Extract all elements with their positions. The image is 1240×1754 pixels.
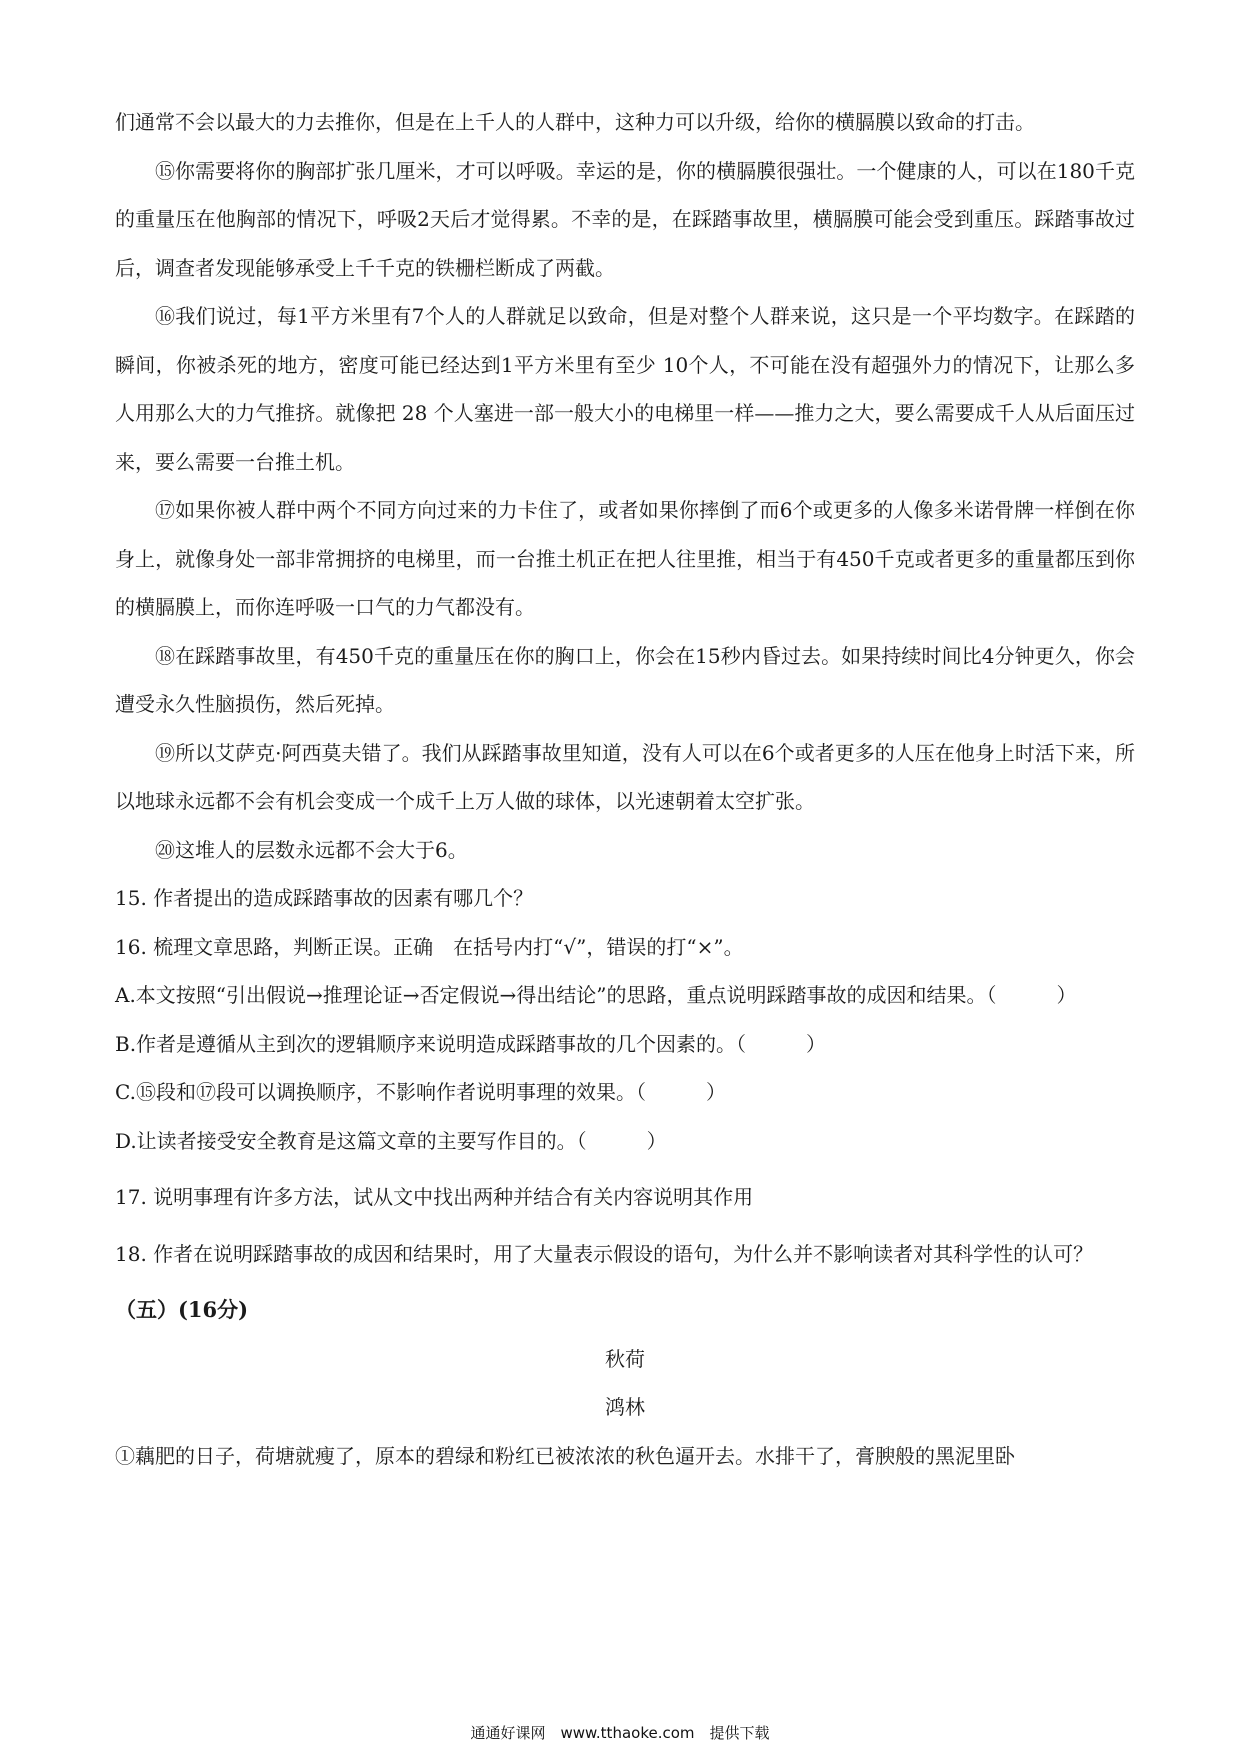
question-16-option-b: B.作者是遵循从主到次的逻辑顺序来说明造成踩踏事故的几个因素的。（ ） (115, 1031, 827, 1056)
question-16-option-a: A.本文按照“引出假说→推理论证→否定假说→得出结论”的思路，重点说明踩踏事故的成因和结果。（ ） (115, 983, 1077, 1007)
question-16-option-c: C.⑮段和⑰段可以调换顺序，不影响作者说明事理的效果。（ ） (115, 1080, 726, 1104)
paragraph-17: ⑰如果你被人群中两个不同方向过来的力卡住了，或者如果你摔倒了而6个或更多的人像多米诺骨牌一样倒在你身上，就像身处一部非常拥挤的电梯里，而一台推土机正在把人往里推，相当于有450千克或者更多的重量都压到你的横膈膜上，而你连呼吸一口气的力气都没有。 (115, 498, 1135, 619)
paragraph-15: ⑮你需要将你的胸部扩张几厘米，才可以呼吸。幸运的是，你的横膈膜很强壮。一个健康的人，可以在180千克的重量压在他胸部的情况下，呼吸2天后才觉得累。不幸的是，在踩踏事故里，横膈膜可能会受到重压。踩踏事故过后，调查者发现能够承受上千千克的铁栅栏断成了两截。 (115, 158, 1135, 280)
question-17: 17. 说明事理有许多方法，试从文中找出两种并结合有关内容说明其作用 (115, 1185, 754, 1209)
article-paragraph-1: ①藕肥的日子，荷塘就瘦了，原本的碧绿和粉红已被浓浓的秋色逼开去。水排干了，膏腴般的黑泥里卧 (115, 1443, 1015, 1468)
paragraph-continued: 们通常不会以最大的力去推你，但是在上千人的人群中，这种力可以升级，给你的横膈膜以致命的打击。 (115, 110, 1035, 134)
question-16: 16. 梳理文章思路，判断正误。正确 在括号内打“√”，错误的打“×”。 (115, 934, 744, 959)
page-footer: 通通好课网 www.tthaoke.com 提供下载 (470, 1724, 770, 1742)
paragraph-19: ⑲所以艾萨克·阿西莫夫错了。我们从踩踏事故里知道，没有人可以在6个或者更多的人压在他身上时活下来，所以地球永远都不会有机会变成一个成千上万人做的球体，以光速朝着太空扩张。 (115, 740, 1135, 813)
article-author: 鸿林 (605, 1395, 645, 1419)
question-16-option-d: D.让读者接受安全教育是这篇文章的主要写作目的。（ ） (115, 1128, 667, 1153)
section-heading: （五）(16分) (115, 1297, 249, 1322)
document-page (115, 98, 1135, 1480)
question-18: 18. 作者在说明踩踏事故的成因和结果时，用了大量表示假设的语句，为什么并不影响读者对其科学性的认可？ (115, 1241, 1094, 1266)
paragraph-20: ⑳这堆人的层数永远都不会大于6。 (155, 837, 468, 862)
paragraph-18: ⑱在踩踏事故里，有450千克的重量压在你的胸口上，你会在15秒内昏过去。如果持续时间比4分钟更久，你会遭受永久性脑损伤，然后死掉。 (115, 643, 1135, 716)
question-15: 15. 作者提出的造成踩踏事故的因素有哪几个？ (115, 886, 534, 910)
article-title: 秋荷 (605, 1346, 645, 1371)
paragraph-16: ⑯我们说过，每1平方米里有7个人的人群就足以致命，但是对整个人群来说，这只是一个平均数字。在踩踏的瞬间，你被杀死的地方，密度可能已经达到1平方米里有至少 10个人，不可能在没有超强外力的情况下，让那么多人用那么大的力气推挤。就像把 28 个人塞进一部一般大小的电梯里一样——推力之大，要么需要成千人从后面压过来，要么需要一台推土机。 (115, 304, 1135, 474)
